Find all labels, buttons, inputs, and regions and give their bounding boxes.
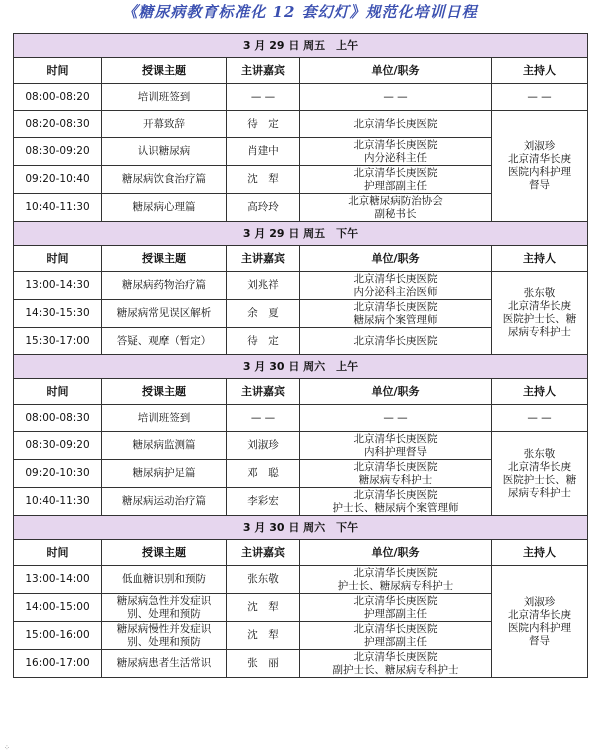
topic-line: 培训班签到 (137, 411, 191, 424)
speaker-cell: 张东敬 (227, 566, 300, 594)
unit-cell (300, 460, 492, 488)
topic-line: 低血糖识别和预防 (122, 573, 206, 585)
unit-line: 副护士长、糖尿病专科护士 (332, 663, 459, 676)
topic-cell (102, 194, 227, 222)
topic-line: 糖尿病急性并发症识 (116, 594, 212, 607)
topic-cell (102, 138, 227, 166)
unit-cell (300, 405, 492, 432)
unit-cell (300, 488, 492, 516)
topic-line: 糖尿病患者生活常识 (116, 657, 212, 669)
unit-line: 北京清华长庚医院 (353, 300, 438, 313)
speaker-cell: 刘淑珍 (227, 432, 300, 460)
column-header: 授课主题 (102, 58, 227, 84)
unit-cell (300, 622, 492, 650)
topic-line: 培训班签到 (137, 90, 191, 103)
topic-cell (102, 166, 227, 194)
topic-line: 开幕致辞 (143, 117, 185, 130)
column-header: 主持人 (492, 540, 588, 566)
unit-line: 糖尿病专科护士 (358, 473, 433, 486)
time-cell: 10:40-11:30 (14, 194, 102, 222)
section-heading-row (14, 222, 588, 246)
host-cell (492, 432, 588, 516)
corner-mark: ⁘ (4, 744, 10, 752)
column-header: 主讲嘉宾 (227, 379, 300, 405)
host-line: 督导 (529, 634, 551, 647)
topic-cell (102, 488, 227, 516)
unit-cell (300, 166, 492, 194)
host-line: 医院护士长、糖 (502, 473, 577, 486)
unit-line: 内分泌科主任 (364, 151, 427, 164)
column-header: 主讲嘉宾 (227, 246, 300, 272)
topic-cell (102, 432, 227, 460)
time-cell: 13:00-14:00 (14, 566, 102, 594)
time-cell: 08:30-09:20 (14, 138, 102, 166)
speaker-cell: 沈 犁 (227, 594, 300, 622)
time-cell: 08:30-09:20 (14, 432, 102, 460)
unit-line: 北京清华长庚医院 (353, 622, 438, 635)
unit-line: 北京糖尿病防治协会 (348, 194, 443, 207)
host-line: 北京清华长庚 (508, 460, 572, 473)
host-cell: — — (492, 84, 588, 111)
unit-line: 北京清华长庚医院 (353, 566, 438, 579)
column-header: 授课主题 (102, 246, 227, 272)
topic-line: 糖尿病护足篇 (132, 467, 196, 479)
section-heading-row (14, 355, 588, 379)
topic-line: 糖尿病运动治疗篇 (122, 495, 206, 507)
topic-line: 糖尿病常见误区解析 (116, 307, 212, 319)
unit-line: 北京清华长庚医院 (353, 460, 438, 473)
host-line: 督导 (529, 179, 551, 191)
host-line: 张东敬 (523, 447, 556, 460)
section-heading: 3 月 29 日 周五 下午 (14, 222, 588, 246)
unit-line: 北京清华长庚医院 (353, 117, 438, 130)
column-header: 单位/职务 (300, 58, 492, 84)
speaker-cell: 待 定 (227, 328, 300, 355)
unit-line: 护士长、糖尿病专科护士 (337, 579, 454, 592)
speaker-cell: 沈 犁 (227, 166, 300, 194)
topic-line: 认识糖尿病 (137, 145, 191, 157)
column-header: 单位/职务 (300, 246, 492, 272)
time-cell: 15:30-17:00 (14, 328, 102, 355)
speaker-cell: 肖建中 (227, 138, 300, 166)
column-header: 授课主题 (102, 540, 227, 566)
host-cell (492, 566, 588, 678)
unit-line: 护理部副主任 (364, 607, 427, 620)
topic-cell (102, 566, 227, 594)
topic-cell (102, 111, 227, 138)
unit-line: — — (383, 411, 408, 424)
section-heading: 3 月 29 日 周五 上午 (14, 34, 588, 58)
time-cell: 09:20-10:40 (14, 166, 102, 194)
host-line: 医院内科护理 (508, 621, 572, 634)
speaker-cell: 余 夏 (227, 300, 300, 328)
column-header: 主持人 (492, 379, 588, 405)
topic-cell (102, 460, 227, 488)
unit-line: 护理部副主任 (364, 179, 427, 192)
section-heading-row (14, 34, 588, 58)
unit-cell (300, 566, 492, 594)
host-line: 医院内科护理 (508, 166, 572, 178)
section-heading-row (14, 516, 588, 540)
topic-cell (102, 405, 227, 432)
host-cell: — — (492, 405, 588, 432)
unit-line: 北京清华长庚医院 (353, 432, 438, 445)
table-row (14, 84, 588, 111)
host-line: 北京清华长庚 (508, 608, 572, 621)
column-header: 主持人 (492, 246, 588, 272)
speaker-cell: 沈 犁 (227, 622, 300, 650)
unit-cell (300, 594, 492, 622)
unit-line: 北京清华长庚医院 (353, 650, 438, 663)
column-header: 主讲嘉宾 (227, 540, 300, 566)
unit-cell (300, 650, 492, 678)
schedule-table (13, 33, 588, 678)
topic-line: 别、处理和预防 (127, 635, 201, 648)
topic-cell (102, 272, 227, 300)
unit-line: 北京清华长庚医院 (353, 166, 438, 179)
unit-line: 副秘书长 (374, 207, 417, 220)
time-cell: 14:00-15:00 (14, 594, 102, 622)
unit-line: 护理部副主任 (364, 635, 427, 648)
host-line: 尿病专科护士 (508, 326, 572, 338)
speaker-cell: 邓 聪 (227, 460, 300, 488)
host-line: 张东敬 (523, 287, 556, 299)
host-line: 尿病专科护士 (508, 486, 572, 499)
unit-line: 内分泌科主治医师 (353, 285, 438, 298)
host-line: 刘淑珍 (523, 595, 556, 608)
topic-line: 答疑、观摩（暂定） (116, 334, 212, 347)
unit-cell (300, 328, 492, 355)
table-row (14, 111, 588, 138)
time-cell: 16:00-17:00 (14, 650, 102, 678)
time-cell: 08:00-08:20 (14, 84, 102, 111)
topic-cell (102, 84, 227, 111)
host-line: 北京清华长庚 (508, 300, 572, 312)
host-line: 刘淑珍 (523, 140, 556, 152)
column-header: 时间 (14, 246, 102, 272)
host-line: 北京清华长庚 (508, 153, 572, 165)
speaker-cell: 张 丽 (227, 650, 300, 678)
time-cell: 08:20-08:30 (14, 111, 102, 138)
topic-line: 糖尿病心理篇 (132, 201, 196, 213)
speaker-cell: 李彩宏 (227, 488, 300, 516)
unit-line: — — (383, 90, 408, 103)
section-heading: 3 月 30 日 周六 上午 (14, 355, 588, 379)
column-header-row (14, 58, 588, 84)
column-header-row (14, 379, 588, 405)
column-header: 主讲嘉宾 (227, 58, 300, 84)
topic-cell (102, 594, 227, 622)
unit-line: 北京清华长庚医院 (353, 594, 438, 607)
topic-line: 糖尿病慢性并发症识 (116, 622, 212, 635)
speaker-cell: 待 定 (227, 111, 300, 138)
unit-cell (300, 138, 492, 166)
column-header-row (14, 246, 588, 272)
unit-line: 北京清华长庚医院 (353, 488, 438, 501)
unit-cell (300, 84, 492, 111)
table-row (14, 432, 588, 460)
unit-line: 北京清华长庚医院 (353, 334, 438, 347)
table-row (14, 272, 588, 300)
table-row (14, 566, 588, 594)
topic-line: 糖尿病饮食治疗篇 (122, 173, 206, 185)
column-header: 时间 (14, 379, 102, 405)
topic-cell (102, 300, 227, 328)
speaker-cell: 刘兆祥 (227, 272, 300, 300)
column-header: 单位/职务 (300, 379, 492, 405)
column-header: 主持人 (492, 58, 588, 84)
unit-cell (300, 300, 492, 328)
page-title: 《糖尿病教育标准化 12 套幻灯》规范化培训日程 (122, 3, 478, 21)
column-header: 时间 (14, 58, 102, 84)
column-header: 时间 (14, 540, 102, 566)
unit-line: 北京清华长庚医院 (353, 272, 438, 285)
table-row (14, 405, 588, 432)
topic-line: 糖尿病监测篇 (132, 439, 196, 451)
topic-line: 别、处理和预防 (127, 607, 201, 620)
column-header-row (14, 540, 588, 566)
topic-cell (102, 650, 227, 678)
unit-line: 护士长、糖尿病个案管理师 (332, 501, 459, 514)
speaker-cell: 高玲玲 (227, 194, 300, 222)
host-cell (492, 111, 588, 222)
unit-cell (300, 432, 492, 460)
unit-line: 北京清华长庚医院 (353, 138, 438, 151)
section-heading: 3 月 30 日 周六 下午 (14, 516, 588, 540)
time-cell: 14:30-15:30 (14, 300, 102, 328)
topic-cell (102, 328, 227, 355)
time-cell: 09:20-10:30 (14, 460, 102, 488)
column-header: 授课主题 (102, 379, 227, 405)
time-cell: 10:40-11:30 (14, 488, 102, 516)
host-line: 医院护士长、糖 (502, 313, 577, 325)
speaker-cell: — — (227, 84, 300, 111)
unit-line: 内科护理督导 (364, 445, 427, 458)
unit-cell (300, 272, 492, 300)
speaker-cell: — — (227, 405, 300, 432)
column-header: 单位/职务 (300, 540, 492, 566)
host-cell (492, 272, 588, 355)
topic-cell (102, 622, 227, 650)
topic-line: 糖尿病药物治疗篇 (122, 279, 206, 291)
unit-cell (300, 194, 492, 222)
unit-cell (300, 111, 492, 138)
unit-line: 糖尿病个案管理师 (353, 313, 438, 326)
time-cell: 08:00-08:30 (14, 405, 102, 432)
time-cell: 15:00-16:00 (14, 622, 102, 650)
time-cell: 13:00-14:30 (14, 272, 102, 300)
